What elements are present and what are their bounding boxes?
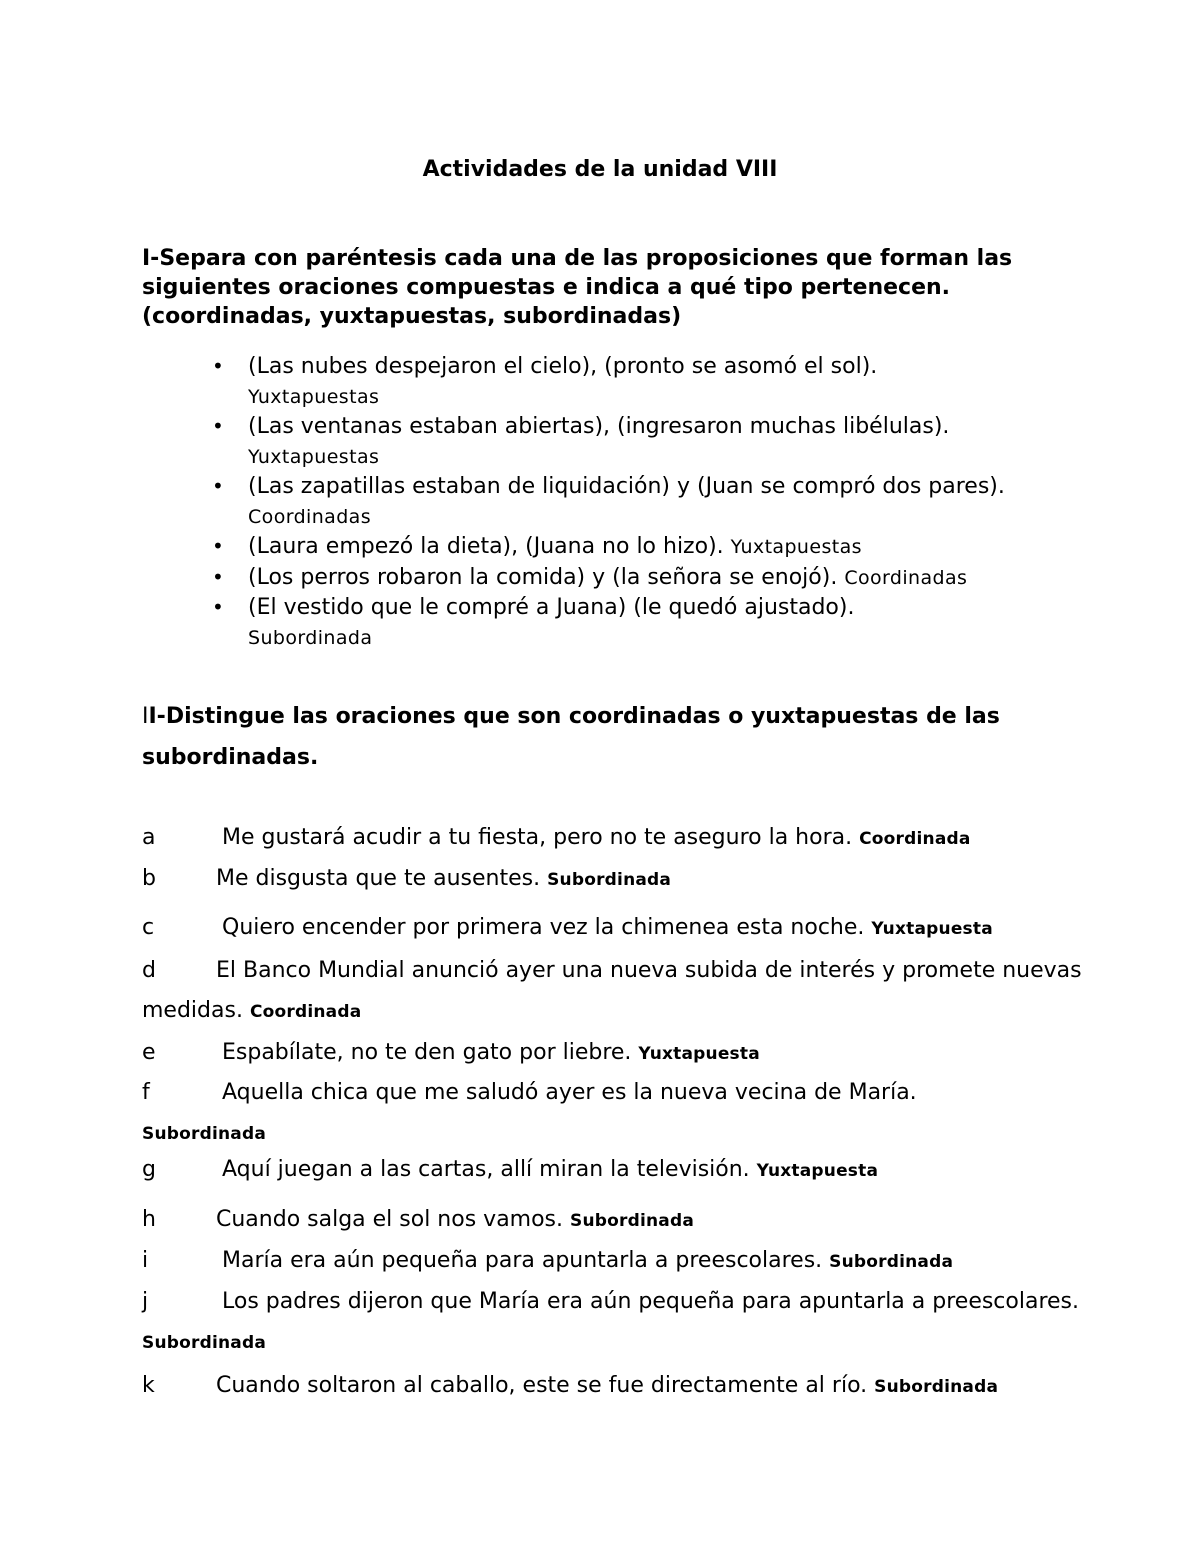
- sentence-type: Subordinada: [570, 1211, 695, 1231]
- item-letter: h: [142, 1207, 156, 1232]
- exercise-row: [142, 1366, 1082, 1407]
- sentence-type: Yuxtapuesta: [638, 1044, 760, 1064]
- item-letter: a: [142, 825, 156, 850]
- sentence-type: Coordinadas: [248, 505, 372, 528]
- list-item: [212, 412, 1072, 472]
- item-letter: j: [142, 1289, 149, 1314]
- exercise-row: [142, 1150, 1082, 1191]
- sentence-type: Subordinada: [874, 1377, 999, 1397]
- item-letter: c: [142, 915, 155, 940]
- sentence: (Las ventanas estaban abiertas), (ingresaron muchas libélulas).: [248, 414, 950, 439]
- sentence: Espabílate, no te den gato por liebre.: [222, 1040, 632, 1065]
- sentence-type: Yuxtapuestas: [248, 445, 380, 468]
- sentence-type: Subordinada: [829, 1252, 954, 1272]
- section-1-list: [212, 352, 1072, 653]
- exercise-row: [142, 1282, 1082, 1363]
- item-letter: k: [142, 1373, 155, 1398]
- sentence-type: Yuxtapuesta: [871, 919, 993, 939]
- item-letter: f: [142, 1080, 150, 1105]
- item-letter: i: [142, 1248, 149, 1273]
- sentence-type: Coordinada: [859, 829, 971, 849]
- exercise-row: [142, 818, 1082, 859]
- bullet-icon: •: [212, 564, 224, 589]
- sentence-type: Subordinada: [547, 870, 672, 890]
- sentence-type: Subordinada: [142, 1124, 266, 1144]
- exercise-row: [142, 859, 1082, 900]
- bullet-icon: •: [212, 354, 224, 378]
- sentence: El Banco Mundial anunció ayer una nueva subida de interés y promete nuevas medidas.: [142, 958, 1082, 1023]
- list-item: [212, 563, 1072, 594]
- item-letter: g: [142, 1157, 156, 1182]
- sentence-type: Subordinada: [142, 1333, 266, 1353]
- bullet-icon: •: [212, 474, 224, 498]
- exercise-row: [142, 908, 1082, 949]
- bullet-icon: •: [212, 534, 224, 558]
- list-item: [212, 472, 1072, 532]
- section-2-heading: [142, 696, 1072, 778]
- list-item: [212, 532, 1072, 563]
- sentence-type: Coordinada: [249, 1002, 362, 1022]
- item-letter: e: [142, 1040, 156, 1065]
- exercise-row: [142, 1033, 1082, 1074]
- sentence: Cuando soltaron al caballo, este se fue directamente al río.: [216, 1373, 868, 1398]
- sentence: (Laura empezó la dieta), (Juana no lo hizo).: [248, 534, 724, 559]
- sentence-type: Subordinada: [248, 626, 373, 649]
- exercise-row: [142, 1073, 1082, 1154]
- sentence-type: Yuxtapuestas: [730, 536, 862, 558]
- list-item: [212, 593, 1072, 653]
- sentence-type: Yuxtapuestas: [248, 385, 380, 408]
- exercise-row: [142, 1241, 1082, 1282]
- sentence: (Los perros robaron la comida) y (la señora se enojó).: [248, 564, 838, 590]
- heading-roman: I: [142, 704, 149, 729]
- sentence: Los padres dijeron que María era aún pequeña para apuntarla a preescolares.: [222, 1289, 1080, 1314]
- sentence-type: Coordinadas: [844, 566, 968, 589]
- bullet-icon: •: [212, 595, 224, 619]
- sentence: (Las zapatillas estaban de liquidación) y (Juan se compró dos pares).: [248, 474, 1005, 499]
- sentence: Me gustará acudir a tu fiesta, pero no te aseguro la hora.: [222, 825, 853, 850]
- sentence: Quiero encender por primera vez la chimenea esta noche.: [222, 915, 865, 940]
- sentence: Aquella chica que me saludó ayer es la nueva vecina de María.: [222, 1080, 917, 1105]
- page-title: Actividades de la unidad VIII: [422, 157, 778, 182]
- heading-text: I-Distingue las oraciones que son coordinadas o yuxtapuestas de las subordinadas.: [142, 704, 1000, 770]
- sentence: (El vestido que le compré a Juana) (le quedó ajustado).: [248, 595, 855, 620]
- exercise-row: [142, 1200, 1082, 1241]
- sentence: Aquí juegan a las cartas, allí miran la televisión.: [222, 1157, 750, 1182]
- list-item: [212, 352, 1072, 412]
- sentence: María era aún pequeña para apuntarla a preescolares.: [222, 1248, 823, 1273]
- section-1-heading: I-Separa con paréntesis cada una de las proposiciones que forman las siguientes oraciones compuestas e indica a qué tipo pertenecen. (coordinadas, yuxtapuestas, subordinadas): [142, 246, 1013, 329]
- sentence: Me disgusta que te ausentes.: [216, 866, 541, 891]
- sentence: Cuando salga el sol nos vamos.: [216, 1207, 564, 1232]
- item-letter: b: [142, 866, 156, 891]
- sentence: (Las nubes despejaron el cielo), (pronto se asomó el sol).: [248, 354, 878, 379]
- bullet-icon: •: [212, 414, 224, 438]
- item-letter: d: [142, 958, 156, 983]
- sentence-type: Yuxtapuesta: [756, 1161, 879, 1181]
- exercise-row: [142, 951, 1082, 1032]
